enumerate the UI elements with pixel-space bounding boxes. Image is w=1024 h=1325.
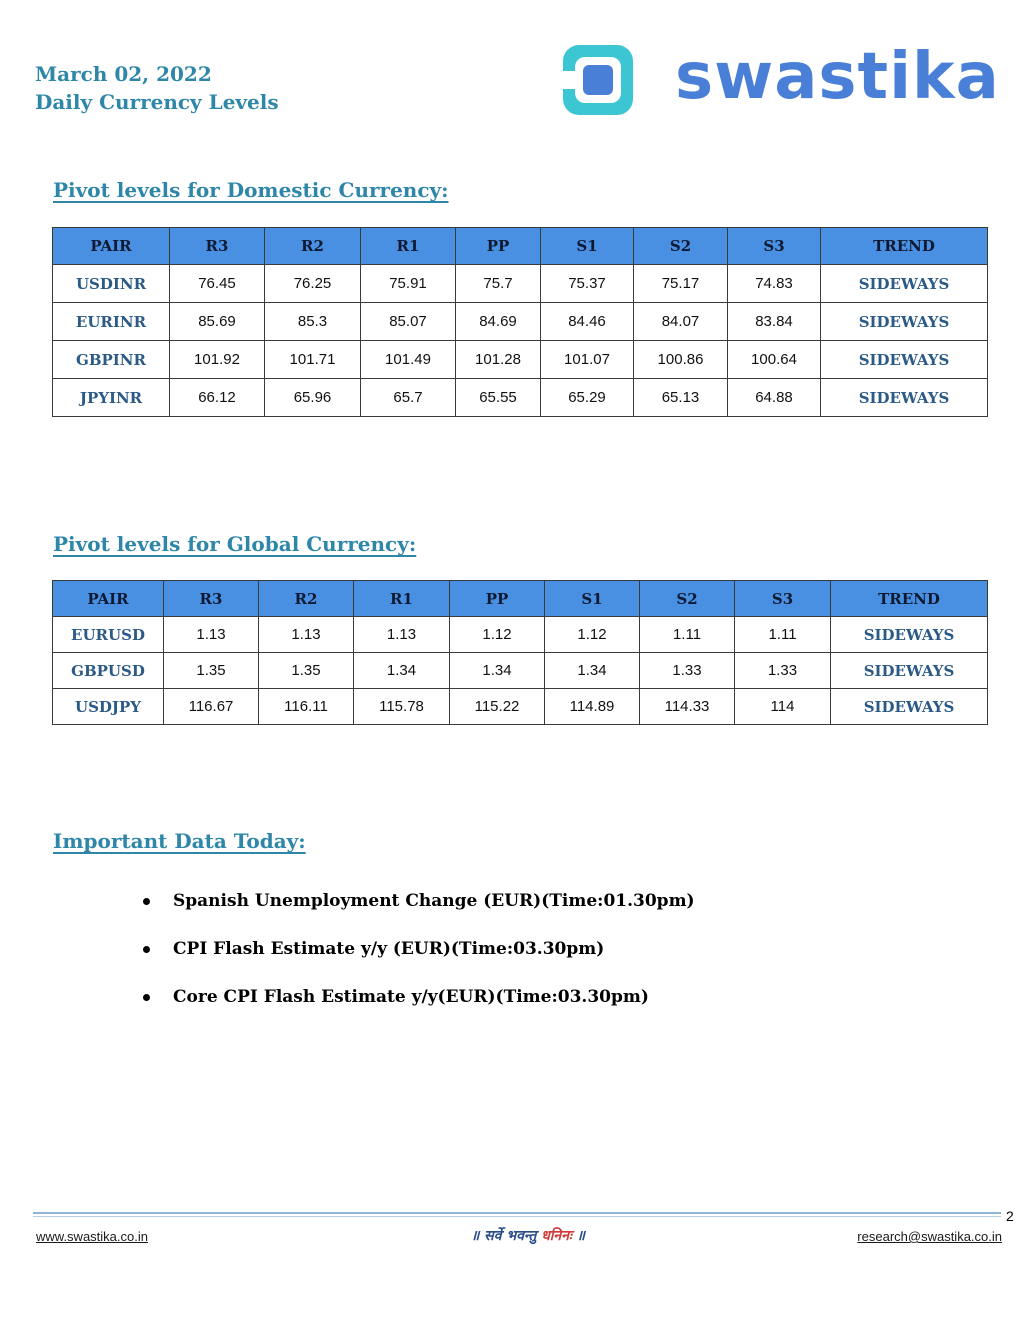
col-header-trend: TREND [831,581,988,617]
r3-cell: 85.69 [170,303,265,341]
s2-cell: 100.86 [634,341,728,379]
s1-cell: 65.29 [541,379,634,417]
table-row [53,303,988,341]
pp-cell: 1.12 [450,617,545,653]
r2-cell: 85.3 [265,303,361,341]
trend-cell: SIDEWAYS [821,379,988,417]
r1-cell: 101.49 [361,341,456,379]
bullet-icon [143,898,150,905]
r3-cell: 1.13 [164,617,259,653]
r1-cell: 75.91 [361,265,456,303]
footer-motto [471,1226,585,1245]
pair-cell: USDJPY [53,689,164,725]
table-header-row [53,228,988,265]
table-row [53,653,988,689]
bullet-icon [143,946,150,953]
s2-cell: 1.11 [640,617,735,653]
trend-cell: SIDEWAYS [831,617,988,653]
col-header-pair: PAIR [53,228,170,265]
r2-cell: 101.71 [265,341,361,379]
important-data-list [140,886,695,1030]
s3-cell: 114 [735,689,831,725]
pair-cell: GBPINR [53,341,170,379]
s1-cell: 84.46 [541,303,634,341]
swastika-logo [560,40,1010,122]
footer-divider-thin [33,1216,1001,1217]
s3-cell: 100.64 [728,341,821,379]
s3-cell: 64.88 [728,379,821,417]
motto-part-b: धनिनः [541,1228,572,1244]
important-data-title: Important Data Today: [53,829,306,853]
col-header-s2: S2 [640,581,735,617]
r2-cell: 76.25 [265,265,361,303]
table-row [53,265,988,303]
r2-cell: 65.96 [265,379,361,417]
s3-cell: 1.33 [735,653,831,689]
website-link[interactable]: www.swastika.co.in [36,1229,148,1244]
list-item [140,934,695,982]
s3-cell: 74.83 [728,265,821,303]
s2-cell: 1.33 [640,653,735,689]
domestic-section-title: Pivot levels for Domestic Currency: [53,178,449,202]
motto-part-c: ॥ [571,1228,586,1244]
email-link[interactable]: research@swastika.co.in [857,1229,1002,1244]
motto-part-a: ॥ सर्वे भवन्तु [471,1228,542,1244]
col-header-pair: PAIR [53,581,164,617]
trend-cell: SIDEWAYS [831,653,988,689]
trend-cell: SIDEWAYS [821,341,988,379]
report-subtitle: Daily Currency Levels [35,90,279,114]
s2-cell: 75.17 [634,265,728,303]
col-header-r2: R2 [265,228,361,265]
pair-cell: GBPUSD [53,653,164,689]
r2-cell: 116.11 [259,689,354,725]
r1-cell: 115.78 [354,689,450,725]
domestic-pivot-table [52,227,988,417]
list-item-text: CPI Flash Estimate y/y (EUR)(Time:03.30pm) [173,939,605,959]
col-header-s1: S1 [541,228,634,265]
s2-cell: 84.07 [634,303,728,341]
col-header-r1: R1 [361,228,456,265]
report-date: March 02, 2022 [35,62,212,86]
page-number: 2 [1006,1208,1014,1224]
table-row [53,689,988,725]
s1-cell: 1.34 [545,653,640,689]
footer-divider [33,1212,1001,1214]
r2-cell: 1.13 [259,617,354,653]
col-header-r3: R3 [170,228,265,265]
r2-cell: 1.35 [259,653,354,689]
pp-cell: 65.55 [456,379,541,417]
r3-cell: 76.45 [170,265,265,303]
r1-cell: 1.34 [354,653,450,689]
s1-cell: 75.37 [541,265,634,303]
trend-cell: SIDEWAYS [821,265,988,303]
global-pivot-table [52,580,988,725]
list-item [140,886,695,934]
col-header-pp: PP [456,228,541,265]
pp-cell: 101.28 [456,341,541,379]
trend-cell: SIDEWAYS [831,689,988,725]
col-header-s3: S3 [735,581,831,617]
r3-cell: 66.12 [170,379,265,417]
r1-cell: 65.7 [361,379,456,417]
col-header-r1: R1 [354,581,450,617]
col-header-s1: S1 [545,581,640,617]
report-header [35,60,279,116]
s1-cell: 1.12 [545,617,640,653]
trend-cell: SIDEWAYS [821,303,988,341]
r1-cell: 1.13 [354,617,450,653]
table-row [53,617,988,653]
s1-cell: 114.89 [545,689,640,725]
bullet-icon [143,994,150,1001]
list-item-text: Core CPI Flash Estimate y/y(EUR)(Time:03.30pm) [173,987,649,1007]
logo-mark-icon [563,45,633,115]
pp-cell: 115.22 [450,689,545,725]
pp-cell: 84.69 [456,303,541,341]
r3-cell: 116.67 [164,689,259,725]
pair-cell: USDINR [53,265,170,303]
list-item [140,982,695,1030]
logo-wordmark: swastika [675,40,1000,114]
pair-cell: EURUSD [53,617,164,653]
s3-cell: 1.11 [735,617,831,653]
r3-cell: 101.92 [170,341,265,379]
pp-cell: 75.7 [456,265,541,303]
col-header-s3: S3 [728,228,821,265]
table-row [53,341,988,379]
table-header-row [53,581,988,617]
pair-cell: EURINR [53,303,170,341]
s1-cell: 101.07 [541,341,634,379]
col-header-r3: R3 [164,581,259,617]
s3-cell: 83.84 [728,303,821,341]
r1-cell: 85.07 [361,303,456,341]
pp-cell: 1.34 [450,653,545,689]
pair-cell: JPYINR [53,379,170,417]
s2-cell: 65.13 [634,379,728,417]
table-row [53,379,988,417]
col-header-r2: R2 [259,581,354,617]
s2-cell: 114.33 [640,689,735,725]
list-item-text: Spanish Unemployment Change (EUR)(Time:01.30pm) [173,891,695,911]
col-header-pp: PP [450,581,545,617]
col-header-trend: TREND [821,228,988,265]
col-header-s2: S2 [634,228,728,265]
r3-cell: 1.35 [164,653,259,689]
global-section-title: Pivot levels for Global Currency: [53,532,417,556]
